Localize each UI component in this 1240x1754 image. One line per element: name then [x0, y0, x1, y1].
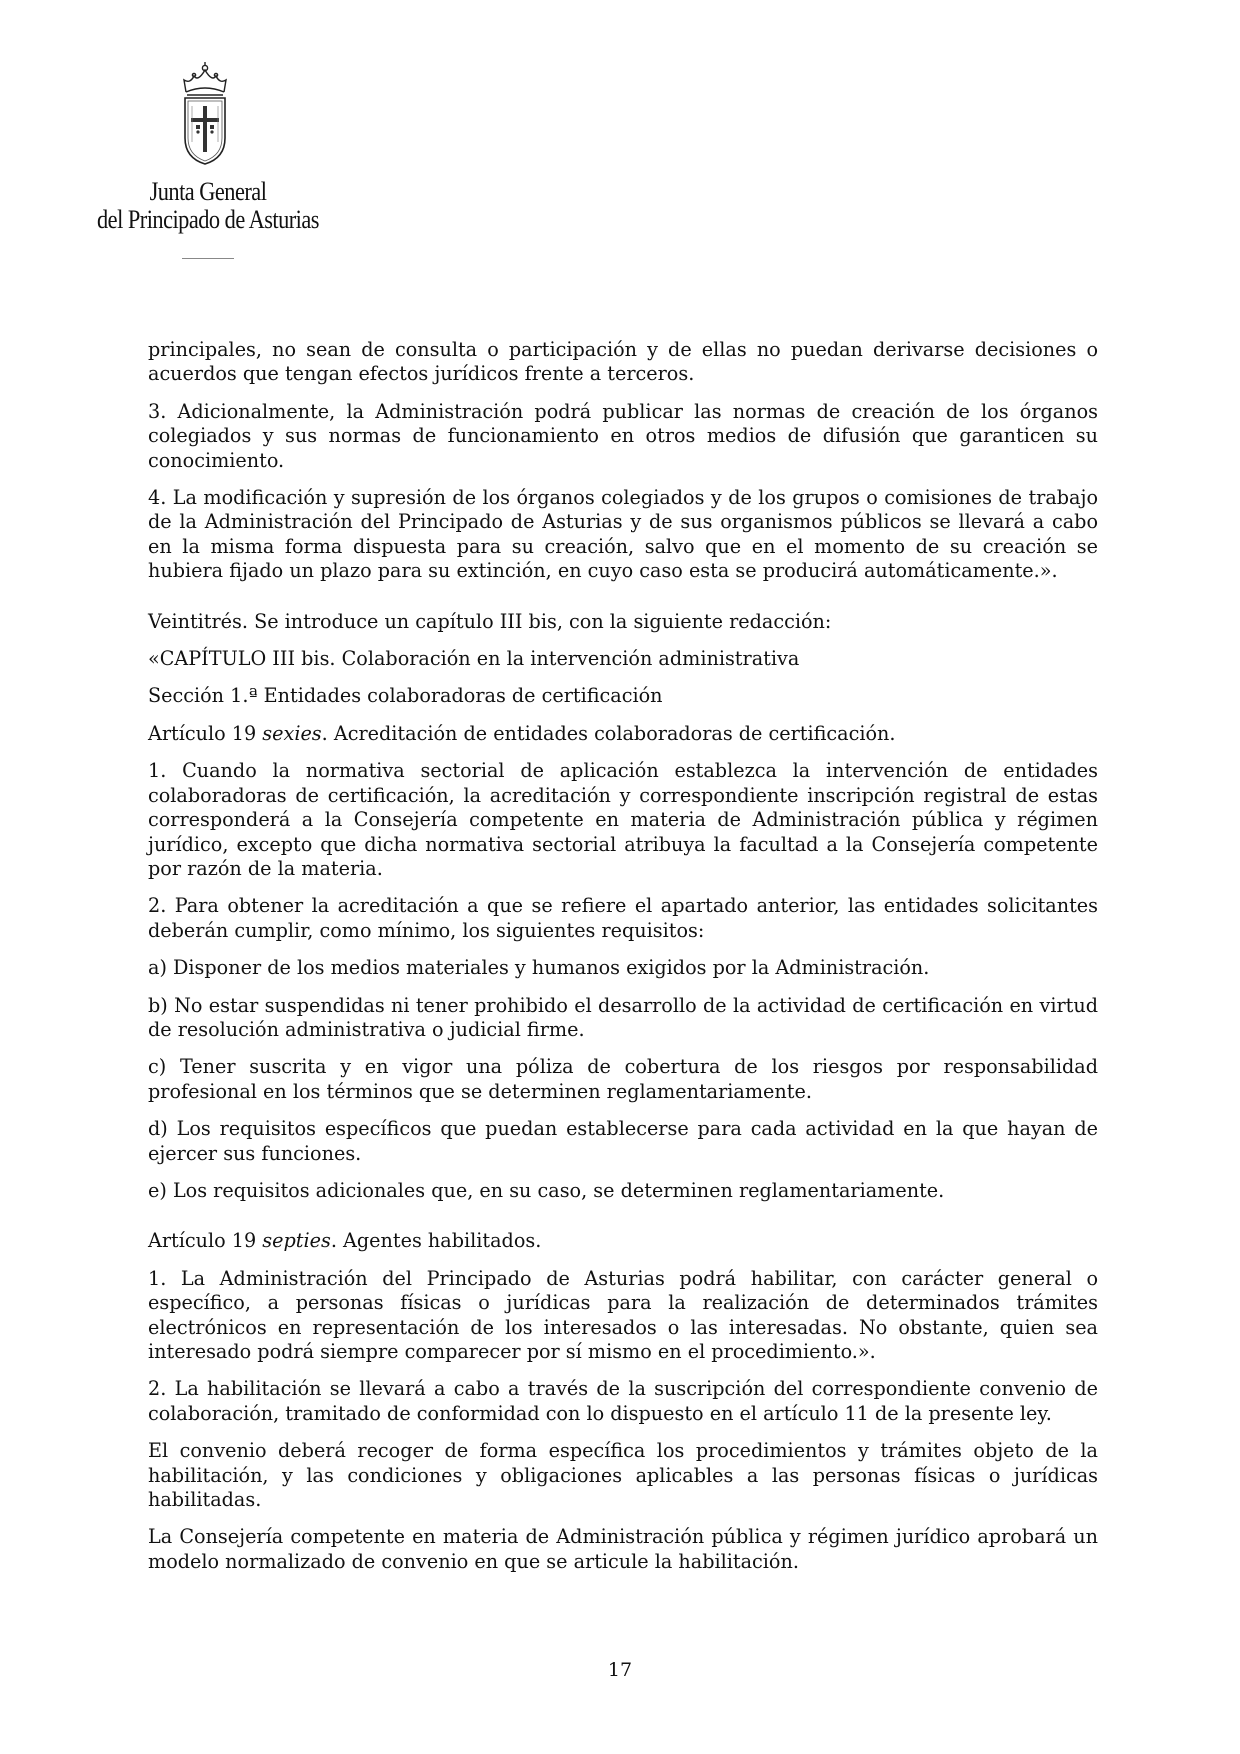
section-heading: Sección 1.ª Entidades colaboradoras de certificación	[148, 684, 663, 708]
paragraph: La Consejería competente en materia de Administración pública y régimen jurídico aprobará un modelo normalizado de convenio en que se articule la habilitación.	[148, 1525, 1098, 1573]
article-heading	[148, 1229, 1098, 1253]
paragraph: 4. La modificación y supresión de los órganos colegiados y de los grupos o comisiones de trabajo de la Administración del Principado de Asturias y de sus organismos públicos se llevará a cabo en la misma forma dispuesta para su creación, salvo que en el momento de su creación se hubiera fijado un plazo para su extinción, en cuyo caso esta se producirá automáticamente.».	[148, 486, 1098, 583]
list-item: d) Los requisitos específicos que puedan establecerse para cada actividad en la que hayan de ejercer sus funciones.	[148, 1117, 1098, 1165]
paragraph: El convenio deberá recoger de forma específica los procedimientos y trámites objeto de la habilitación, y las condiciones y obligaciones aplicables a las personas físicas o jurídicas habilitadas.	[148, 1439, 1098, 1512]
article-heading-prefix: Artículo 19	[148, 721, 263, 745]
header-divider	[182, 258, 234, 259]
article-heading	[148, 722, 1098, 746]
paragraph: 2. La habilitación se llevará a cabo a través de la suscripción del correspondiente convenio de colaboración, tramitado de conformidad con lo dispuesto en el artículo 11 de la presente ley.	[148, 1377, 1098, 1425]
article-heading-emphasis: sexies	[262, 721, 322, 745]
paragraph: Veintitrés. Se introduce un capítulo III bis, con la siguiente redacción:	[148, 609, 832, 633]
article-heading-prefix: Artículo 19	[148, 1229, 263, 1253]
list-item: b) No estar suspendidas ni tener prohibido el desarrollo de la actividad de certificación en virtud de resolución administrativa o judicial firme.	[148, 993, 1098, 1041]
list-item: a) Disponer de los medios materiales y humanos exigidos por la Administración.	[148, 956, 930, 980]
org-name-line1: Junta General	[149, 177, 267, 206]
coat-of-arms-icon	[176, 62, 234, 172]
article-heading-suffix: . Acreditación de entidades colaboradoras de certificación.	[321, 721, 896, 745]
org-name-line2: del Principado de Asturias	[97, 205, 319, 234]
organization-name	[88, 178, 328, 234]
page-number: 17	[607, 1659, 633, 1681]
paragraph: 1. La Administración del Principado de Asturias podrá habilitar, con carácter general o específico, a personas físicas o jurídicas para la realización de determinados trámites electrónicos en representación de los interesados o las interesadas. No obstante, quien sea interesado podrá siempre comparecer por sí mismo en el procedimiento.».	[148, 1266, 1098, 1363]
paragraph: 1. Cuando la normativa sectorial de aplicación establezca la intervención de entidades colaboradoras de certificación, la acreditación y correspondiente inscripción registral de estas corresponderá a la Consejería competente en materia de Administración pública y régimen jurídico, excepto que dicha normativa sectorial atribuya la facultad a la Consejería competente por razón de la materia.	[148, 759, 1098, 880]
paragraph: 2. Para obtener la acreditación a que se refiere el apartado anterior, las entidades solicitantes deberán cumplir, como mínimo, los siguientes requisitos:	[148, 894, 1098, 942]
list-item: e) Los requisitos adicionales que, en su caso, se determinen reglamentariamente.	[148, 1178, 945, 1202]
document-body	[148, 338, 1098, 1587]
list-item: c) Tener suscrita y en vigor una póliza de cobertura de los riesgos por responsabilidad profesional en los términos que se determinen reglamentariamente.	[148, 1055, 1098, 1103]
paragraph: 3. Adicionalmente, la Administración podrá publicar las normas de creación de los órganos colegiados y sus normas de funcionamiento en otros medios de difusión que garanticen su conocimiento.	[148, 399, 1098, 472]
article-heading-emphasis: septies	[262, 1229, 331, 1253]
article-heading-suffix: . Agentes habilitados.	[330, 1229, 542, 1253]
chapter-heading: «CAPÍTULO III bis. Colaboración en la intervención administrativa	[148, 647, 800, 671]
paragraph: principales, no sean de consulta o participación y de ellas no puedan derivarse decisiones o acuerdos que tengan efectos jurídicos frente a terceros.	[148, 338, 1098, 386]
